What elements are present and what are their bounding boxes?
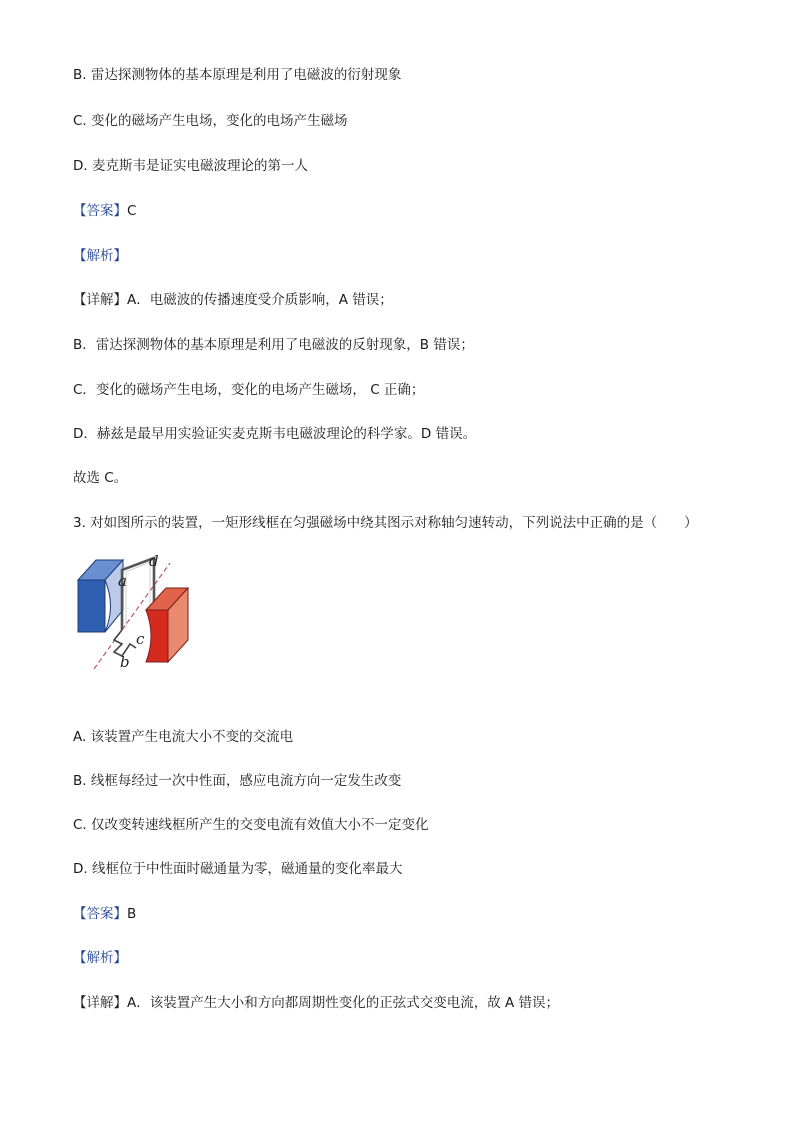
q3-option-b: B. 线框每经过一次中性面，感应电流方向一定发生改变: [73, 773, 402, 789]
answer-label: 【答案】: [73, 906, 127, 922]
answer-value: C: [127, 203, 137, 219]
red-magnet-pole-face: [146, 610, 168, 662]
detail-text: A．该装置产生大小和方向都周期性变化的正弦式交变电流，故 A 错误；: [127, 995, 560, 1011]
q3-stem: 3. 对如图所示的装置，一矩形线框在匀强磁场中绕其图示对称轴匀速转动，下列说法中正确的是（ ）: [73, 515, 698, 531]
q3-detail-a: [73, 994, 559, 1012]
q3-answer: [73, 905, 136, 923]
answer-value: B: [127, 906, 137, 922]
detail-label: 【详解】: [73, 292, 127, 308]
q3-option-a: A. 该装置产生电流大小不变的交流电: [73, 729, 294, 745]
q2-detail-c: C．变化的磁场产生电场，变化的电场产生磁场， C 正确；: [73, 382, 425, 398]
generator-figure: [70, 548, 200, 672]
blue-magnet-front: [78, 580, 105, 632]
figure-label-b: b: [120, 653, 130, 671]
detail-text: A．电磁波的传播速度受介质影响，A 错误；: [127, 292, 393, 308]
detail-label: 【详解】: [73, 995, 127, 1011]
figure-label-d: d: [149, 552, 159, 570]
q2-conclusion: 故选 C。: [73, 470, 128, 486]
q2-option-b: B. 雷达探测物体的基本原理是利用了电磁波的衍射现象: [73, 67, 402, 83]
q2-option-d: D. 麦克斯韦是证实电磁波理论的第一人: [73, 158, 308, 174]
q3-option-c: C. 仅改变转速线框所产生的交变电流有效值大小不一定变化: [73, 817, 429, 833]
figure-label-a: a: [118, 572, 127, 590]
q3-analysis-label: 【解析】: [73, 950, 127, 966]
q2-detail-a: [73, 291, 393, 309]
q2-detail-d: D．赫兹是最早用实验证实麦克斯韦电磁波理论的科学家。D 错误。: [73, 426, 477, 442]
q2-answer: [73, 202, 136, 220]
q2-analysis-label: 【解析】: [73, 248, 127, 264]
figure-label-c: c: [136, 630, 145, 648]
q2-option-c: C. 变化的磁场产生电场，变化的电场产生磁场: [73, 113, 348, 129]
generator-diagram: [70, 548, 200, 672]
answer-label: 【答案】: [73, 203, 127, 219]
q2-detail-b: B．雷达探测物体的基本原理是利用了电磁波的反射现象，B 错误；: [73, 337, 474, 353]
q3-option-d: D. 线框位于中性面时磁通量为零，磁通量的变化率最大: [73, 861, 403, 877]
coil-loop-inner: [126, 562, 150, 628]
